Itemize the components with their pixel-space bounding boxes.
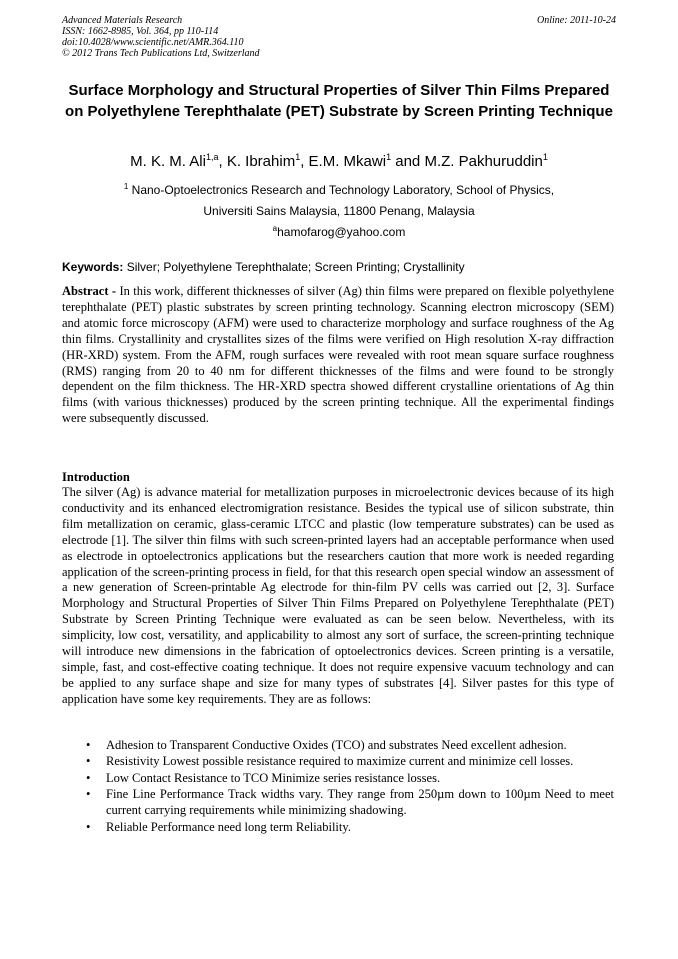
list-item-text: Reliable Performance need long term Reliability. bbox=[106, 819, 351, 834]
author-name: M.Z. Pakhuruddin bbox=[424, 153, 543, 170]
author-affil-sup: 1 bbox=[295, 152, 301, 162]
author-name: K. Ibrahim bbox=[226, 153, 296, 170]
list-item bbox=[86, 754, 614, 770]
online-date: Online: 2011-10-24 bbox=[537, 15, 616, 26]
list-item-text: Adhesion to Transparent Conductive Oxides (TCO) and substrates Need excellent adhesion. bbox=[106, 738, 567, 752]
bullet-glyph: • bbox=[86, 754, 91, 769]
affiliation-line-1 bbox=[62, 180, 616, 201]
journal-issn: ISSN: 1662-8985, Vol. 364, pp 110-114 bbox=[62, 26, 219, 37]
author-affil-sup: 1 bbox=[542, 152, 548, 162]
bullet-glyph: • bbox=[86, 770, 91, 785]
requirements-list bbox=[86, 738, 614, 836]
journal-header bbox=[62, 15, 616, 59]
abstract-label: Abstract - bbox=[62, 284, 117, 298]
email-sup: a bbox=[272, 224, 278, 233]
author-separator: , bbox=[300, 153, 309, 170]
email-line bbox=[62, 222, 616, 243]
abstract-text: In this work, different thicknesses of silver (Ag) thin films were prepared on flexible polyethylene terephthalate (PET) plastic substrates by screen printing technology. Scanning electron microscopy (SEM) and atomic force microscopy (AFM) were used to characterize morphology and surface roughness of the Ag thin films. Crystallinity and crystallites sizes of the films were verified on High resolution X-ray diffraction (HR-XRD) system. From the AFM, rough surfaces were revealed with root mean square surface roughness (RMS) ranging from 20 to 40 nm for different thicknesses of the films and were found to be strongly dependent on the film thickness. The HR-XRD spectra showed different crystalline orientations of Ag thin films (with various thicknesses) produced by the screen printing technique. All the experimental findings were subsequently discussed. bbox=[62, 284, 614, 426]
abstract-paragraph bbox=[62, 284, 614, 427]
author-affil-sup: 1 bbox=[386, 152, 392, 162]
author-name: M. K. M. Ali bbox=[130, 153, 206, 170]
email-address: hamofarog@yahoo.com bbox=[277, 225, 406, 239]
affiliation-block bbox=[62, 180, 616, 243]
keywords-text: Silver; Polyethylene Terephthalate; Screen Printing; Crystallinity bbox=[123, 260, 465, 274]
list-item bbox=[86, 820, 614, 836]
introduction-heading: Introduction bbox=[62, 470, 130, 484]
affiliation-sup: 1 bbox=[123, 182, 129, 191]
bullet-glyph: • bbox=[86, 819, 91, 834]
bullet-glyph: • bbox=[86, 787, 91, 802]
list-item-text: Low Contact Resistance to TCO Minimize series resistance losses. bbox=[106, 770, 441, 785]
introduction-paragraph: The silver (Ag) is advance material for metallization purposes in microelectronic devices because of its high conductivity and its enhanced electromigration resistance. Besides the typical use of silicon substrate, thin film metallization on ceramic, glass-ceramic LTCC and plastic (low temperature substrates) can be used as electrode [1]. The silver thin films with such screen-printed layers had an acceptable performance when used as electrode in optoelectronics applications but the researchers caution that more work is needed regarding application of the screen-printing process in field, for that this research open special window an assessment of a new generation of Screen-printable Ag electrode for thin-film PV cells was carried out [2, 3]. Surface Morphology and Structural Properties of Silver Thin Films Prepared on Polyethylene Terephthalate (PET) Substrate by Screen Printing Technique were evaluated as can be seen below. Nevertheless, with its simplicity, low cost, versatility, and applicability to almost any sort of surface, the screen-printing technique will introduce new dimensions in the fabrication of optoelectronics devices. Screen printing is a versatile, simple, fast, and cost-effective coating technique. It does not require expensive vacuum technology and can be applied to any surface shape and size for many types of substrates [4]. Silver pastes for this type of application have some key requirements. They are as follows: bbox=[62, 485, 614, 706]
list-item bbox=[86, 787, 614, 819]
journal-doi: doi:10.4028/www.scientific.net/AMR.364.110 bbox=[62, 37, 244, 48]
author-name: E.M. Mkawi bbox=[308, 153, 387, 170]
journal-copyright: © 2012 Trans Tech Publications Ltd, Switzerland bbox=[62, 48, 260, 59]
affiliation-text-1: Nano-Optoelectronics Research and Technology Laboratory, School of Physics, bbox=[128, 183, 555, 197]
keywords-line bbox=[62, 260, 616, 275]
list-item bbox=[86, 738, 614, 754]
keywords-label: Keywords: bbox=[62, 260, 124, 274]
journal-name: Advanced Materials Research bbox=[62, 15, 183, 26]
affiliation-line-2: Universiti Sains Malaysia, 11800 Penang, Malaysia bbox=[203, 204, 475, 218]
list-item-text: Fine Line Performance Track widths vary. They range from 250µm down to 100µm Need to meet current carrying requirements while minimizing shadowing. bbox=[106, 787, 614, 818]
author-separator: and bbox=[391, 153, 425, 170]
list-item bbox=[86, 771, 614, 787]
list-item-text: Resistivity Lowest possible resistance required to maximize current and minimize cell losses. bbox=[106, 754, 574, 769]
bullet-glyph: • bbox=[86, 738, 91, 752]
author-separator: , bbox=[218, 153, 227, 170]
author-affil-sup: 1,a bbox=[205, 152, 219, 162]
author-list bbox=[62, 152, 616, 172]
paper-title: Surface Morphology and Structural Properties of Silver Thin Films Prepared on Polyethylene Terephthalate (PET) Substrate by Screen Printing Technique bbox=[65, 82, 613, 120]
